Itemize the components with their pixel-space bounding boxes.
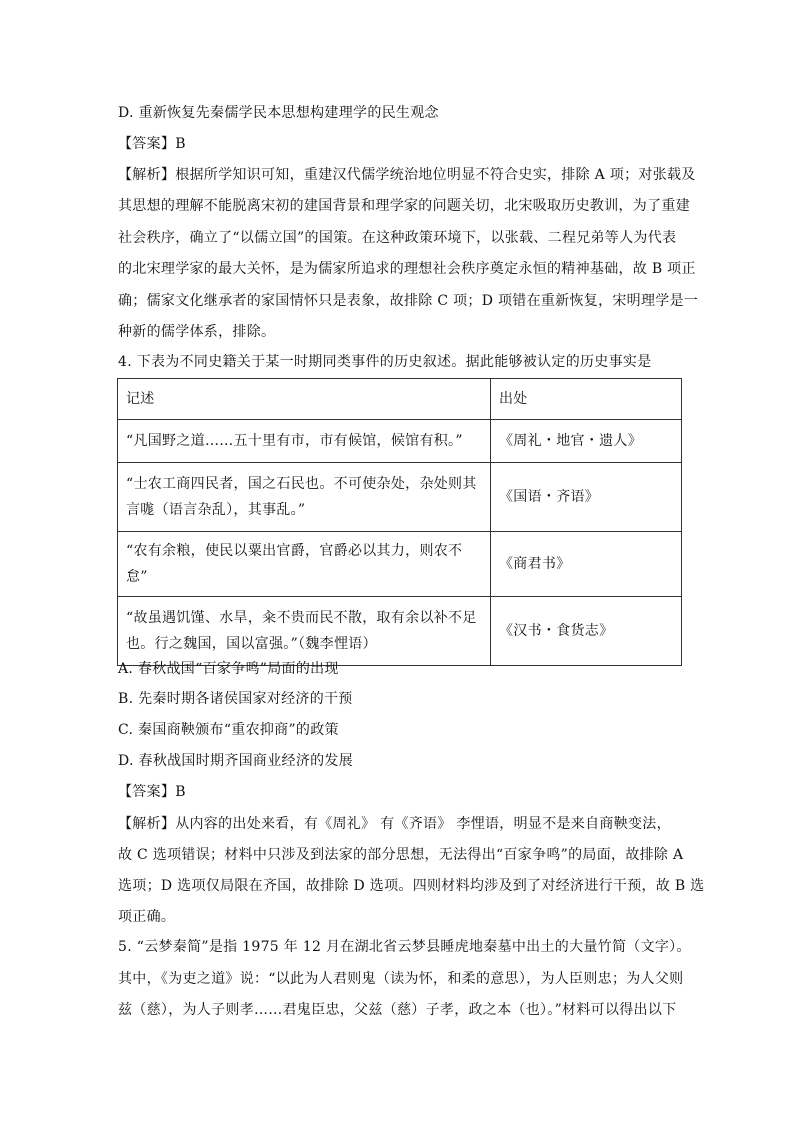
table-row xyxy=(118,463,682,532)
analysis-line: 选项；D 选项仅局限在齐国，故排除 D 选项。四则材料均涉及到了对经济进行干预，故 B 选 xyxy=(118,878,705,894)
option-b: B. 先秦时期各诸侯国家对经济的干预 xyxy=(118,691,353,707)
table-cell-source: 《汉书・食货志》 xyxy=(491,597,682,666)
table-cell-narrative: “农有余粮，使民以粟出官爵，官爵必以其力，则农不怠” xyxy=(118,532,491,597)
history-sources-table xyxy=(117,378,682,666)
analysis-line: 社会秩序，确立了“以儒立国”的国策。在这种政策环境下，以张载、二程兄弟等人为代表 xyxy=(118,230,677,246)
analysis-line: 故 C 选项错误；材料中只涉及到法家的部分思想，无法得出“百家争鸣”的局面，故排除 A xyxy=(118,847,684,863)
analysis-line: 的北宋理学家的最大关怀，是为儒家所追求的理想社会秩序奠定永恒的精神基础，故 B 项正 xyxy=(118,261,696,277)
table-header-row xyxy=(118,379,682,420)
option-c: C. 秦国商鞅颁布“重农抑商”的政策 xyxy=(118,722,339,738)
table-row xyxy=(118,597,682,666)
option-d: D. 春秋战国时期齐国商业经济的发展 xyxy=(118,753,354,769)
table-cell-narrative: “故虽遇饥馑、水旱，籴不贵而民不散，取有余以补不足也。行之魏国，国以富强。”（魏李悝语） xyxy=(118,597,491,666)
analysis-line: 【解析】根据所学知识可知，重建汉代儒学统治地位明显不符合史实，排除 A 项；对张载及 xyxy=(118,167,696,183)
option-d-previous: D. 重新恢复先秦儒学民本思想构建理学的民生观念 xyxy=(118,105,439,121)
analysis-line: 其思想的理解不能脱离宋初的建国背景和理学家的问题关切，北宋吸取历史教训，为了重建 xyxy=(118,198,690,214)
table-row xyxy=(118,420,682,463)
answer-label: 【答案】B xyxy=(118,136,186,152)
table-cell-source: 《商君书》 xyxy=(491,532,682,597)
analysis-line: 项正确。 xyxy=(118,909,176,925)
analysis-line: 【解析】从内容的出处来看，有《周礼》 有《齐语》 李悝语，明显不是来自商鞅变法， xyxy=(118,816,671,832)
table-cell-source: 《国语・齐语》 xyxy=(491,463,682,532)
table-cell-source: 《周礼・地官・遗人》 xyxy=(491,420,682,463)
analysis-line: 种新的儒学体系，排除。 xyxy=(118,324,276,340)
question-5-stem: 5. “云梦秦简”是指 1975 年 12 月在湖北省云梦县睡虎地秦墓中出土的大量竹简（文字）。 xyxy=(118,939,691,955)
table-cell-narrative: “凡国野之道……五十里有市，市有候馆，候馆有积。” xyxy=(118,420,491,463)
table-cell-narrative: “士农工商四民者，国之石民也。不可使杂处，杂处则其言哤（语言杂乱），其事乱。” xyxy=(118,463,491,532)
table-header-cell: 出处 xyxy=(491,379,682,420)
question-4-stem: 4. 下表为不同史籍关于某一时期同类事件的历史叙述。据此能够被认定的历史事实是 xyxy=(118,354,652,370)
question-5-stem: 其中，《为吏之道》说：“以此为人君则鬼（读为怀，和柔的意思），为人臣则忠；为人父则 xyxy=(118,971,684,987)
option-a: A. 春秋战国“百家争鸣”局面的出现 xyxy=(118,661,339,677)
table-row xyxy=(118,532,682,597)
question-5-stem: 兹（慈），为人子则孝……君鬼臣忠，父兹（慈）子孝，政之本（也）。”材料可以得出以下 xyxy=(118,1002,677,1018)
table-header-cell: 记述 xyxy=(118,379,491,420)
analysis-line: 确；儒家文化继承者的家国情怀只是表象，故排除 C 项；D 项错在重新恢复，宋明理学是一 xyxy=(118,293,699,309)
answer-label: 【答案】B xyxy=(118,784,186,800)
